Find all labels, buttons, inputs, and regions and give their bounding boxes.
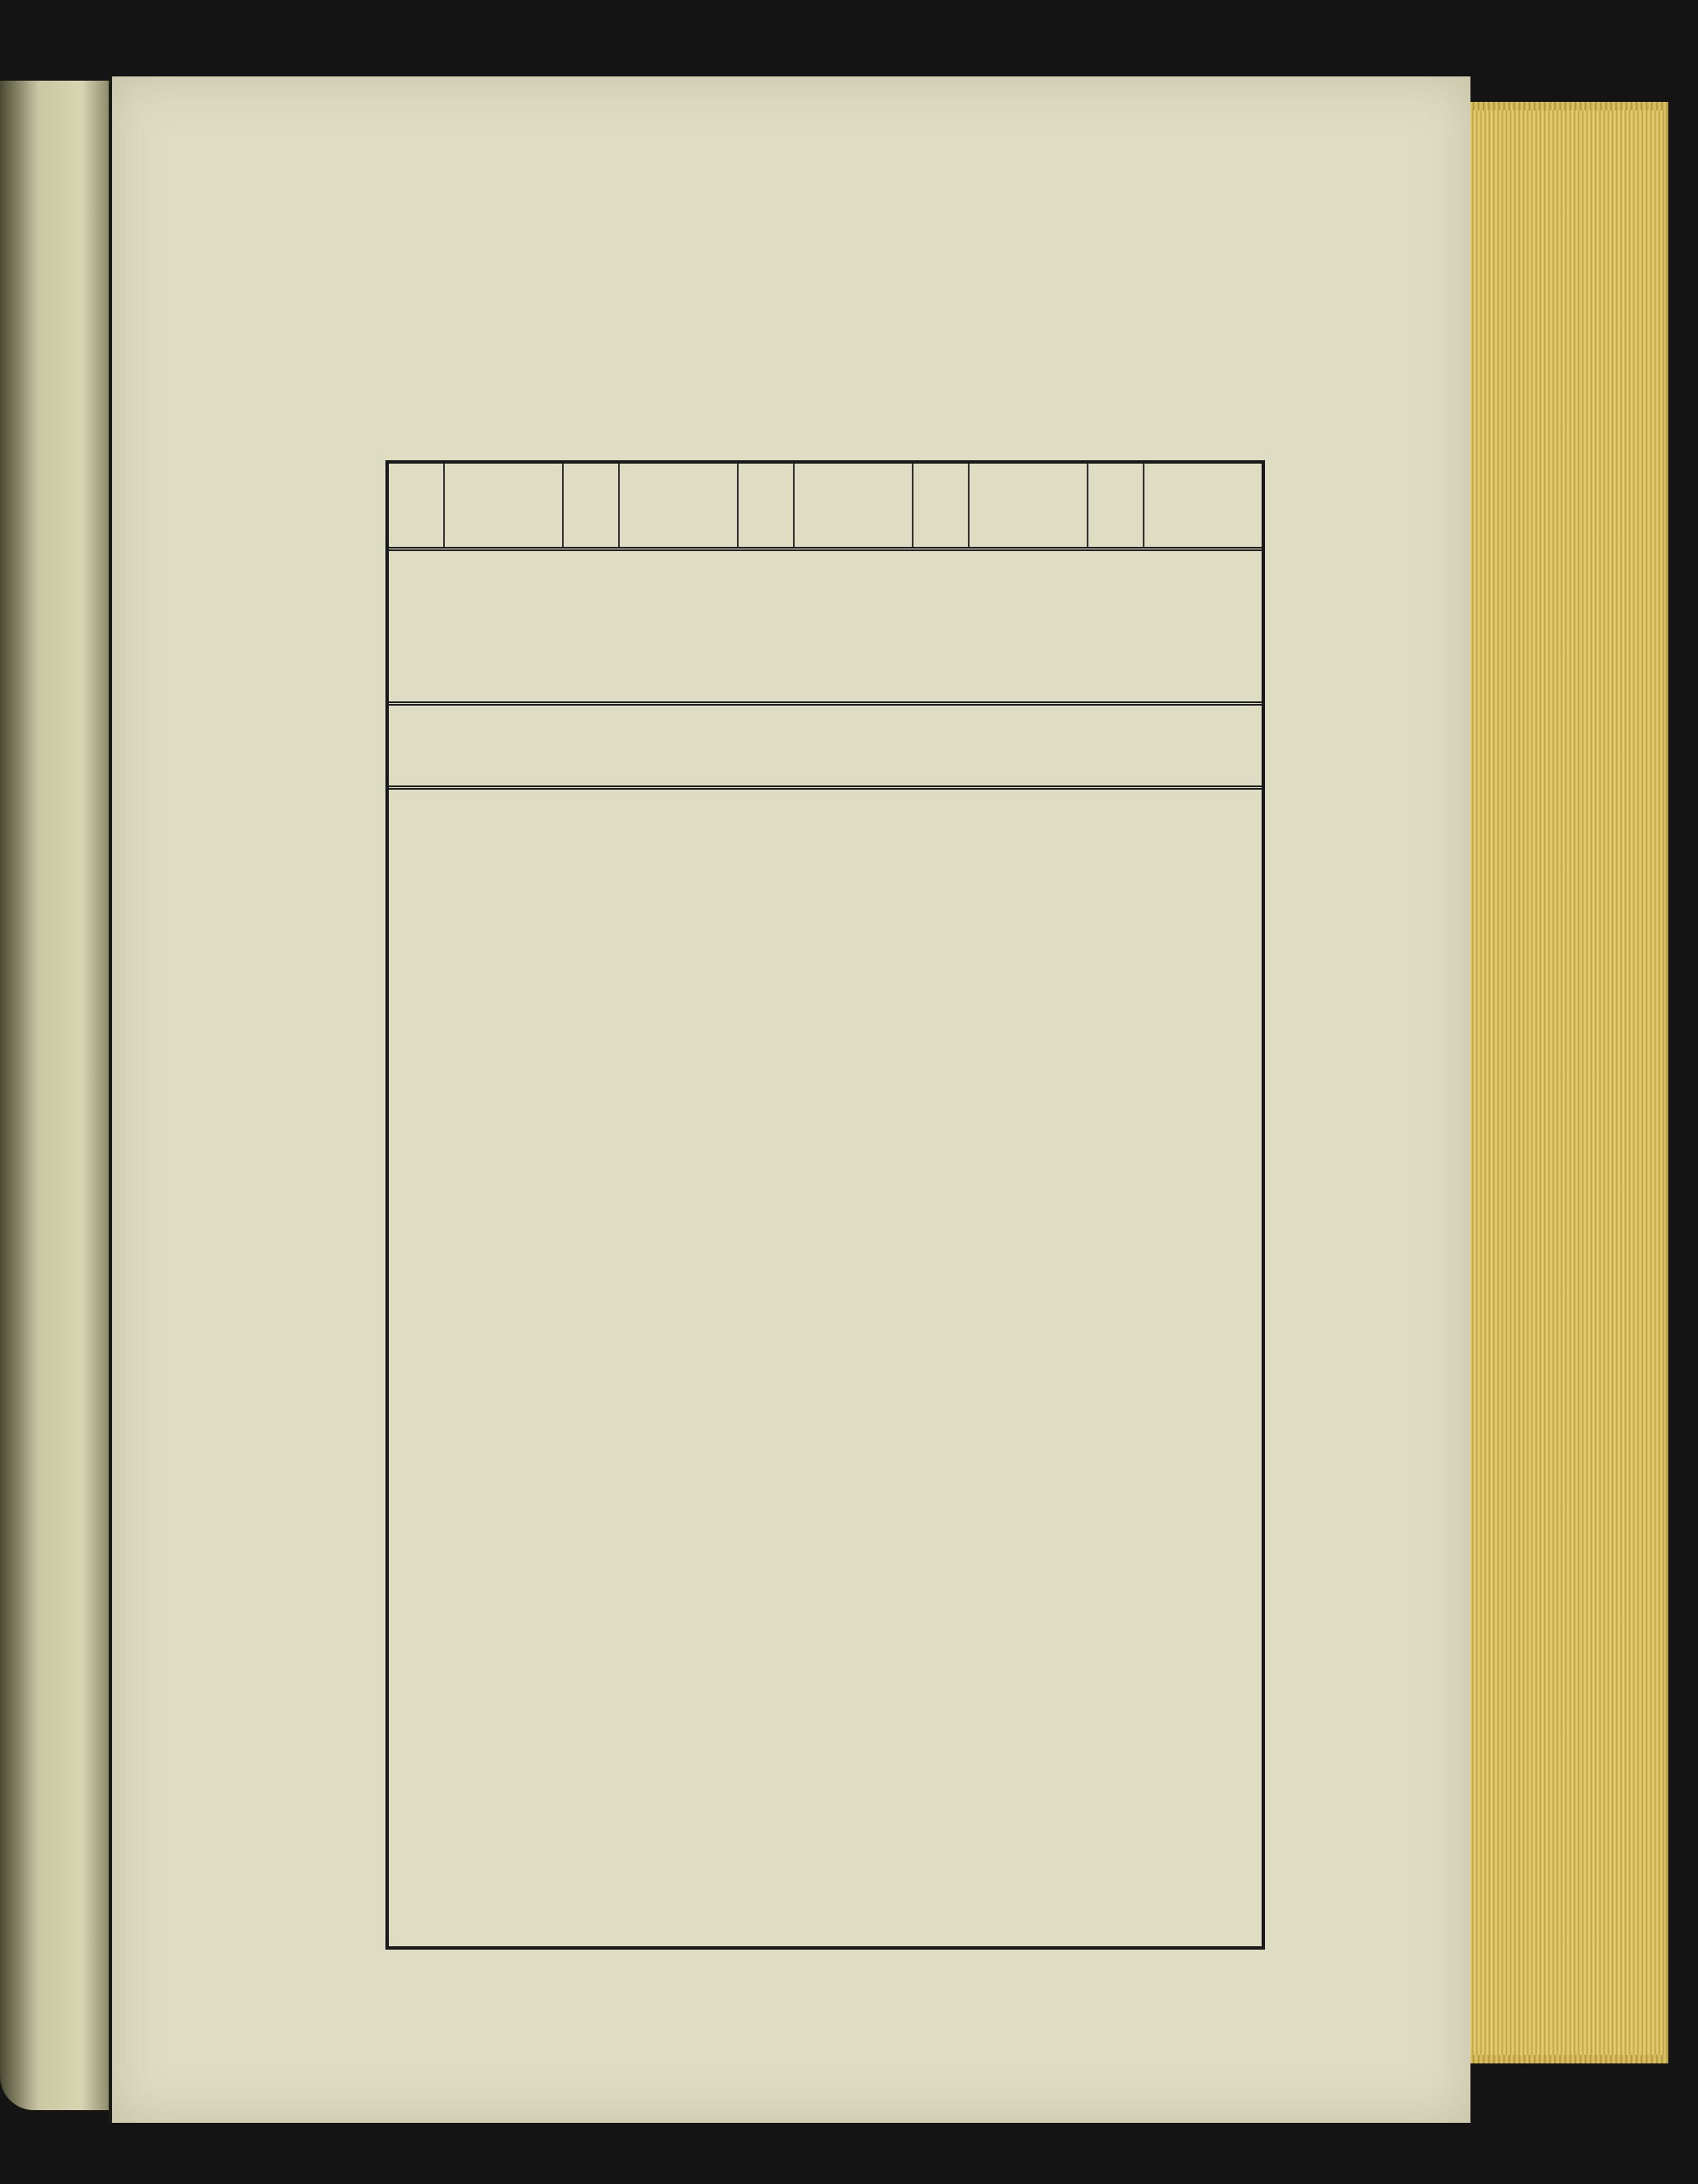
header-profil xyxy=(795,464,914,547)
header-rule xyxy=(389,547,1262,551)
header-profil xyxy=(1144,464,1263,547)
header-no xyxy=(914,464,970,547)
section-band xyxy=(389,701,1262,790)
table-header xyxy=(389,464,1262,547)
header-profil xyxy=(970,464,1088,547)
header-profil xyxy=(445,464,564,547)
page-edges-inner xyxy=(1469,110,1664,2055)
header-no xyxy=(389,464,445,547)
register-table xyxy=(385,460,1265,1950)
book-page xyxy=(109,76,1470,2123)
header-no xyxy=(564,464,620,547)
left-page-edge xyxy=(0,81,109,2110)
header-no xyxy=(1088,464,1144,547)
header-profil xyxy=(620,464,739,547)
table-row-top xyxy=(389,555,1262,701)
header-no xyxy=(739,464,795,547)
table-body xyxy=(389,790,1262,1946)
